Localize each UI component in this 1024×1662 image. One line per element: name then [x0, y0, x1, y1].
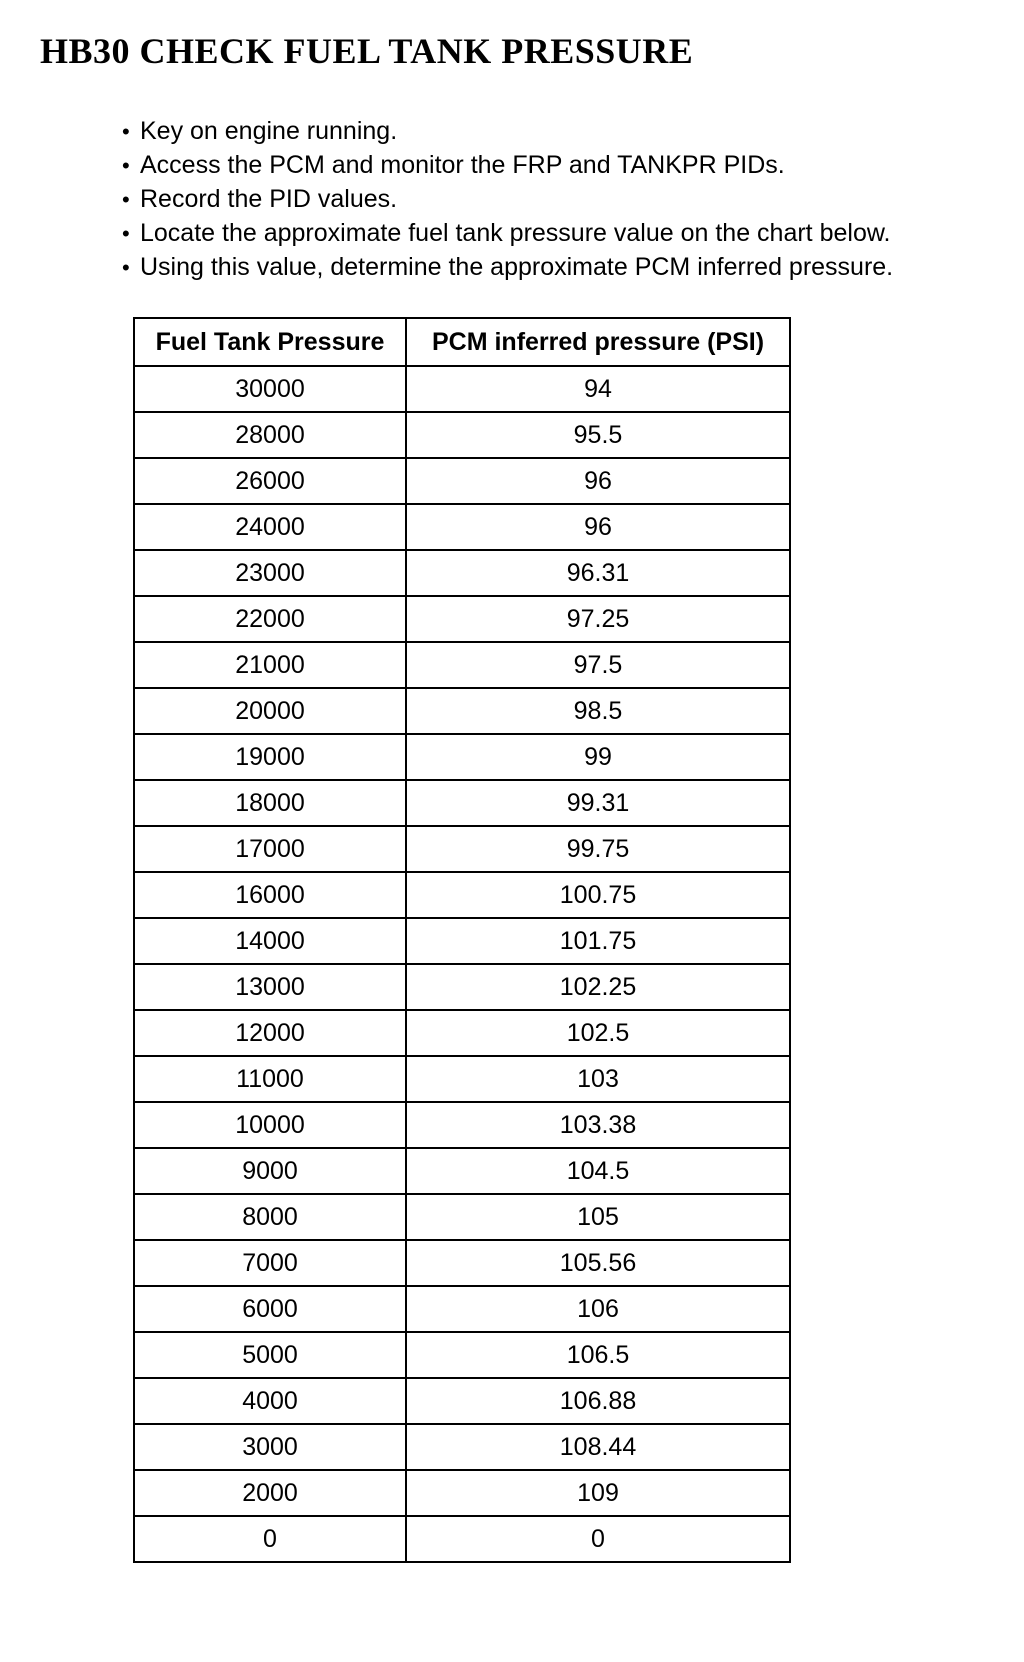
table-row: [134, 1010, 790, 1056]
step-text: Using this value, determine the approximate PCM inferred pressure.: [140, 253, 894, 281]
pcm-inferred-pressure-cell: 96: [406, 458, 790, 504]
header-pcm-inferred-pressure: PCM inferred pressure (PSI): [406, 318, 790, 366]
step-text: Record the PID values.: [140, 185, 398, 213]
pcm-inferred-pressure-cell: 104.5: [406, 1148, 790, 1194]
table-header-row: [134, 318, 790, 366]
pcm-inferred-pressure-cell: 103: [406, 1056, 790, 1102]
fuel-tank-pressure-cell: 22000: [134, 596, 406, 642]
pcm-inferred-pressure-cell: 0: [406, 1516, 790, 1562]
fuel-tank-pressure-cell: 5000: [134, 1332, 406, 1378]
table-row: [134, 918, 790, 964]
fuel-tank-pressure-cell: 16000: [134, 872, 406, 918]
pressure-table: [133, 317, 791, 1563]
fuel-tank-pressure-cell: 13000: [134, 964, 406, 1010]
fuel-tank-pressure-cell: 28000: [134, 412, 406, 458]
table-row: [134, 688, 790, 734]
bullet-icon: •: [122, 255, 130, 280]
fuel-tank-pressure-cell: 12000: [134, 1010, 406, 1056]
pcm-inferred-pressure-cell: 99.75: [406, 826, 790, 872]
table-row: [134, 872, 790, 918]
fuel-tank-pressure-cell: 23000: [134, 550, 406, 596]
pcm-inferred-pressure-cell: 106: [406, 1286, 790, 1332]
table-row: [134, 1286, 790, 1332]
table-body: [134, 366, 790, 1562]
table-row: [134, 366, 790, 412]
pcm-inferred-pressure-cell: 102.5: [406, 1010, 790, 1056]
pcm-inferred-pressure-cell: 105.56: [406, 1240, 790, 1286]
table-row: [134, 642, 790, 688]
fuel-tank-pressure-cell: 26000: [134, 458, 406, 504]
step-item: [122, 182, 893, 216]
fuel-tank-pressure-cell: 19000: [134, 734, 406, 780]
table-row: [134, 1516, 790, 1562]
table-row: [134, 458, 790, 504]
fuel-tank-pressure-cell: 21000: [134, 642, 406, 688]
fuel-tank-pressure-cell: 10000: [134, 1102, 406, 1148]
step-item: [122, 250, 893, 284]
pcm-inferred-pressure-cell: 101.75: [406, 918, 790, 964]
fuel-tank-pressure-cell: 30000: [134, 366, 406, 412]
fuel-tank-pressure-cell: 0: [134, 1516, 406, 1562]
pcm-inferred-pressure-cell: 108.44: [406, 1424, 790, 1470]
pcm-inferred-pressure-cell: 98.5: [406, 688, 790, 734]
step-item: [122, 216, 893, 250]
fuel-tank-pressure-cell: 6000: [134, 1286, 406, 1332]
fuel-tank-pressure-cell: 9000: [134, 1148, 406, 1194]
page-title: HB30 CHECK FUEL TANK PRESSURE: [40, 31, 694, 71]
pcm-inferred-pressure-cell: 106.88: [406, 1378, 790, 1424]
table-row: [134, 550, 790, 596]
pcm-inferred-pressure-cell: 95.5: [406, 412, 790, 458]
table-row: [134, 1148, 790, 1194]
pcm-inferred-pressure-cell: 103.38: [406, 1102, 790, 1148]
table-row: [134, 1102, 790, 1148]
table-row: [134, 504, 790, 550]
bullet-icon: •: [122, 119, 130, 144]
table-row: [134, 1194, 790, 1240]
fuel-tank-pressure-cell: 18000: [134, 780, 406, 826]
pcm-inferred-pressure-cell: 94: [406, 366, 790, 412]
table-row: [134, 734, 790, 780]
pcm-inferred-pressure-cell: 97.5: [406, 642, 790, 688]
step-text: Key on engine running.: [140, 117, 398, 145]
fuel-tank-pressure-cell: 2000: [134, 1470, 406, 1516]
table-row: [134, 1332, 790, 1378]
table-row: [134, 826, 790, 872]
table-row: [134, 412, 790, 458]
procedure-steps: [122, 114, 893, 284]
fuel-tank-pressure-cell: 7000: [134, 1240, 406, 1286]
table-row: [134, 1240, 790, 1286]
fuel-tank-pressure-cell: 24000: [134, 504, 406, 550]
fuel-tank-pressure-cell: 17000: [134, 826, 406, 872]
bullet-icon: •: [122, 221, 130, 246]
pcm-inferred-pressure-cell: 96: [406, 504, 790, 550]
pcm-inferred-pressure-cell: 106.5: [406, 1332, 790, 1378]
pcm-inferred-pressure-cell: 96.31: [406, 550, 790, 596]
pcm-inferred-pressure-cell: 105: [406, 1194, 790, 1240]
fuel-tank-pressure-cell: 8000: [134, 1194, 406, 1240]
table-row: [134, 1056, 790, 1102]
step-item: [122, 114, 893, 148]
pcm-inferred-pressure-cell: 97.25: [406, 596, 790, 642]
bullet-icon: •: [122, 187, 130, 212]
table-row: [134, 1378, 790, 1424]
bullet-icon: •: [122, 153, 130, 178]
pcm-inferred-pressure-cell: 109: [406, 1470, 790, 1516]
table-row: [134, 964, 790, 1010]
step-text: Access the PCM and monitor the FRP and TANKPR PIDs.: [140, 151, 785, 179]
fuel-tank-pressure-cell: 4000: [134, 1378, 406, 1424]
header-fuel-tank-pressure: Fuel Tank Pressure: [134, 318, 406, 366]
fuel-tank-pressure-cell: 20000: [134, 688, 406, 734]
step-item: [122, 148, 893, 182]
table-row: [134, 1424, 790, 1470]
table-row: [134, 780, 790, 826]
pcm-inferred-pressure-cell: 99.31: [406, 780, 790, 826]
fuel-tank-pressure-cell: 3000: [134, 1424, 406, 1470]
table-row: [134, 596, 790, 642]
pcm-inferred-pressure-cell: 100.75: [406, 872, 790, 918]
table-row: [134, 1470, 790, 1516]
fuel-tank-pressure-cell: 14000: [134, 918, 406, 964]
pcm-inferred-pressure-cell: 102.25: [406, 964, 790, 1010]
pcm-inferred-pressure-cell: 99: [406, 734, 790, 780]
fuel-tank-pressure-cell: 11000: [134, 1056, 406, 1102]
step-text: Locate the approximate fuel tank pressure value on the chart below.: [140, 219, 891, 247]
